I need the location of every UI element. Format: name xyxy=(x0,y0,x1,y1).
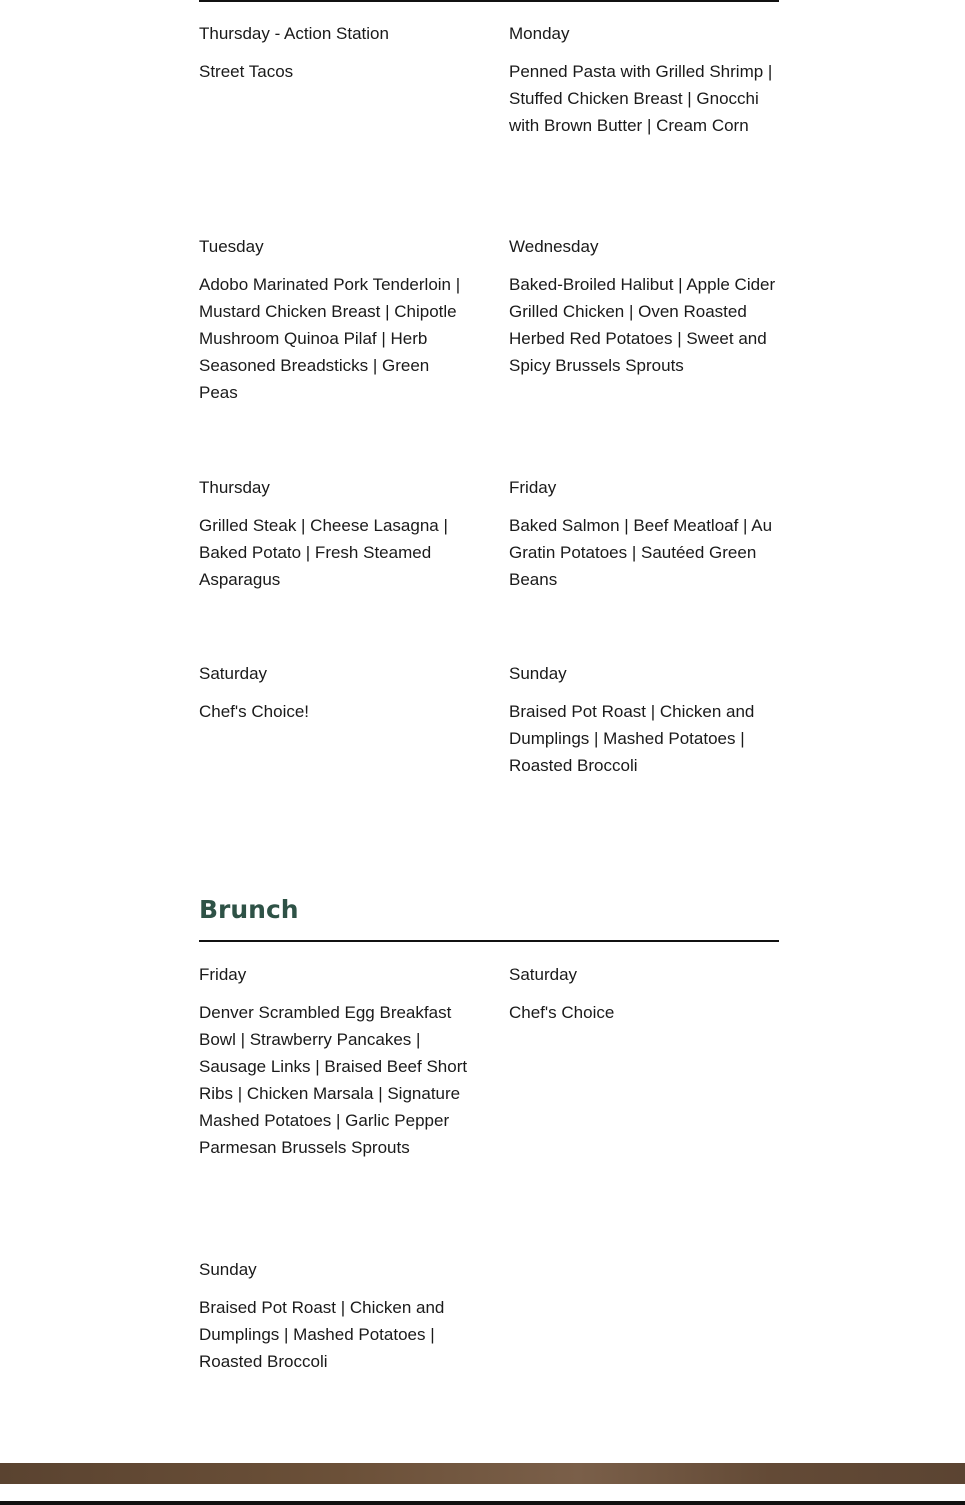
section-divider-top xyxy=(199,0,779,2)
menu-text: Chef's Choice xyxy=(509,1003,615,1022)
menu-text: Braised Pot Roast | Chicken and Dumplings | Mashed Potatoes | Roasted Broccoli xyxy=(509,702,755,775)
day-label: Wednesday xyxy=(509,237,599,256)
menu-item-wednesday xyxy=(509,235,779,379)
menu-item-friday xyxy=(509,476,779,593)
menu-item-saturday xyxy=(199,662,469,725)
day-label: Thursday xyxy=(199,478,270,497)
menu-text: Baked-Broiled Halibut | Apple Cider Grilled Chicken | Oven Roasted Herbed Red Potatoes | Sweet and Spicy Brussels Sprouts xyxy=(509,275,776,375)
brunch-item-saturday xyxy=(509,963,779,1026)
day-label: Sunday xyxy=(509,664,567,683)
menu-text: Grilled Steak | Cheese Lasagna | Baked Potato | Fresh Steamed Asparagus xyxy=(199,516,448,589)
day-label: Friday xyxy=(199,965,247,984)
menu-text: Denver Scrambled Egg Breakfast Bowl | Strawberry Pancakes | Sausage Links | Braised Beef Short Ribs | Chicken Marsala | Signature Mashed Potatoes | Garlic Pepper Parmesan Brussels Sprouts xyxy=(199,1003,468,1157)
menu-text: Braised Pot Roast | Chicken and Dumplings | Mashed Potatoes | Roasted Broccoli xyxy=(199,1298,445,1371)
day-label: Monday xyxy=(509,24,570,43)
menu-text: Street Tacos xyxy=(199,62,294,81)
menu-text: Baked Salmon | Beef Meatloaf | Au Gratin Potatoes | Sautéed Green Beans xyxy=(509,516,773,589)
menu-item-thursday xyxy=(199,476,469,593)
footer-divider xyxy=(0,1501,965,1505)
menu-text: Adobo Marinated Pork Tenderloin | Mustard Chicken Breast | Chipotle Mushroom Quinoa Pilaf | Herb Seasoned Breadsticks | Green Peas xyxy=(199,275,461,402)
brunch-item-sunday xyxy=(199,1258,469,1375)
menu-text: Penned Pasta with Grilled Shrimp | Stuffed Chicken Breast | Gnocchi with Brown Butter | Cream Corn xyxy=(509,62,773,135)
section-divider-brunch xyxy=(199,940,779,942)
day-label: Thursday - Action Station xyxy=(199,24,389,43)
menu-item-monday xyxy=(509,22,779,139)
brunch-item-friday xyxy=(199,963,469,1161)
day-label: Sunday xyxy=(199,1260,257,1279)
footer-image-strip xyxy=(0,1463,965,1484)
day-label: Saturday xyxy=(509,965,578,984)
menu-text: Chef's Choice! xyxy=(199,702,310,721)
day-label: Friday xyxy=(509,478,557,497)
day-label: Tuesday xyxy=(199,237,264,256)
menu-item-thursday-action-station xyxy=(199,22,469,85)
menu-item-sunday xyxy=(509,662,779,779)
brunch-heading: Brunch xyxy=(199,895,299,924)
menu-item-tuesday xyxy=(199,235,469,406)
day-label: Saturday xyxy=(199,664,268,683)
